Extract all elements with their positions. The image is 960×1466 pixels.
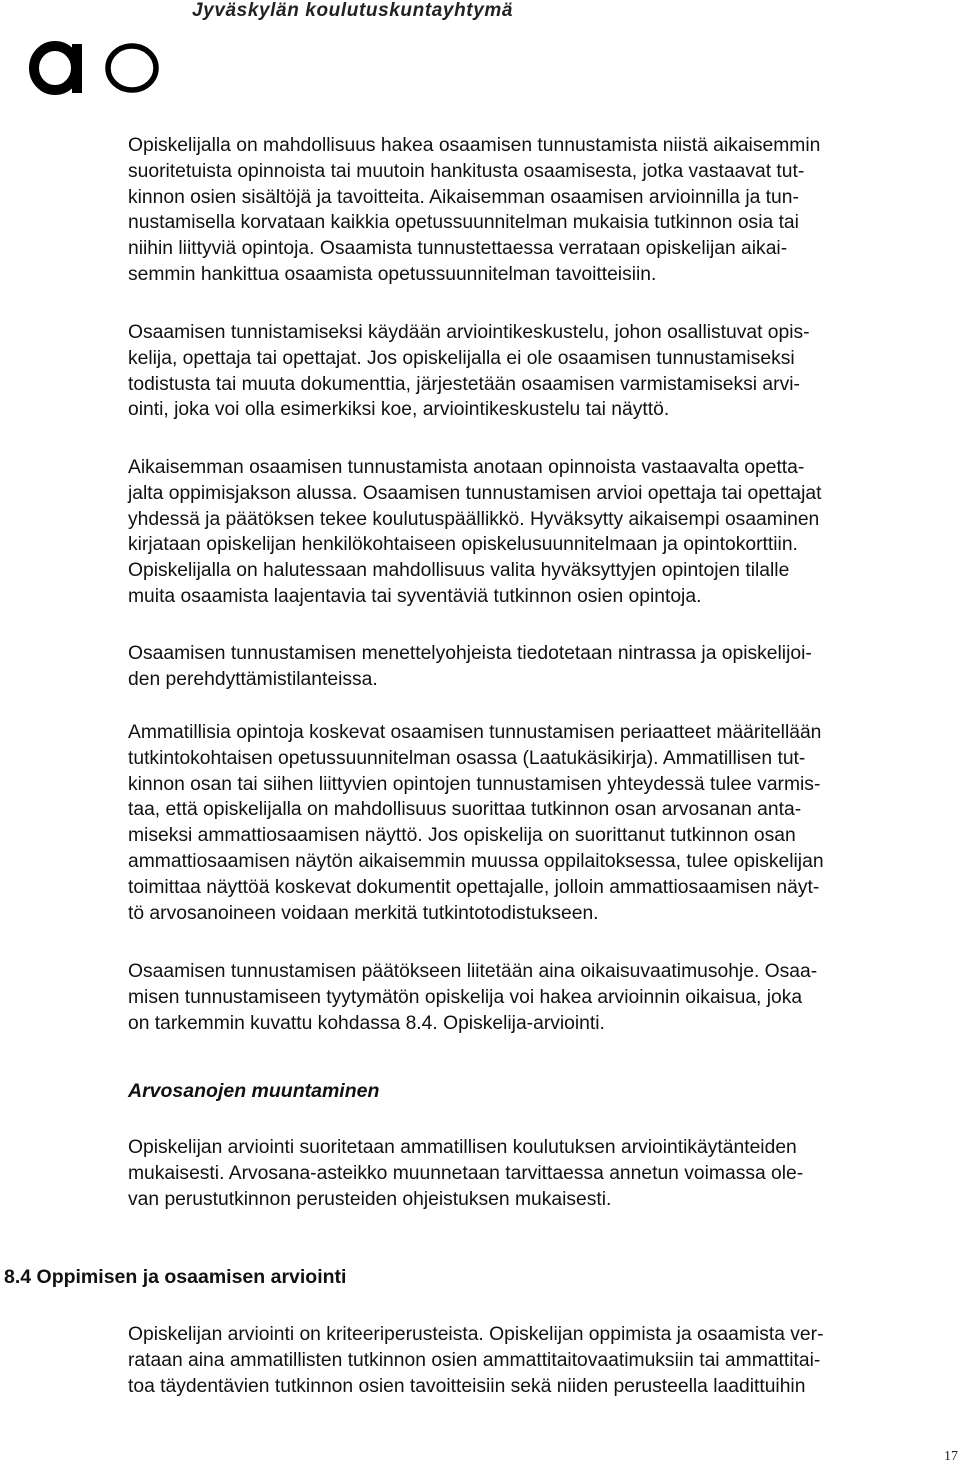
paragraph-3: Aikaisemman osaamisen tunnustamista anotaan opinnoista vastaavalta opetta- jalta oppimisjakson alussa. Osaamisen tunnustamisen arvioi opettaja tai opettajat yhdessä ja päätöksen tekee koulutuspäällikkö. Hyväksytty aikaisempi osaaminen kirjataan opiskelijan henkilökohtaiseen opiskelusuunnitelmaan ja opintokorttiin. Opiskelijalla on halutessaan mahdollisuus valita hyväksyttyjen opintojen tilalle muita osaamista laajentavia tai syventäviä tutkinnon osien opintoja.: [128, 457, 822, 607]
section-heading: 8.4 Oppimisen ja osaamisen arviointi: [4, 1266, 347, 1288]
paragraph-6: Osaamisen tunnustamisen päätökseen liitetään aina oikaisuvaatimusohje. Osaa- misen tunnustamiseen tyytymätön opiskelija voi hakea arvioinnin oikaisua, joka on tarkemmin kuvattu kohdassa 8.4. Opiskelija-arviointi.: [128, 961, 818, 1034]
paragraph-4: Osaamisen tunnustamisen menettelyohjeista tiedotetaan nintrassa ja opiskelijoi- den perehdyttämistilanteissa.: [128, 643, 812, 690]
page-number: 17: [944, 1449, 958, 1464]
ao-logo: [22, 18, 172, 98]
paragraph-grades: Opiskelijan arviointi suoritetaan ammatillisen koulutuksen arviointikäytänteiden mukaisesti. Arvosana-asteikko muunnetaan tarvittaessa annetun voimassa ole- van perustutkinnon perusteiden ohjeistuksen mukaisesti.: [128, 1137, 804, 1210]
subheading-grades: Arvosanojen muuntaminen: [128, 1080, 380, 1102]
paragraph-section: Opiskelijan arviointi on kriteeriperusteista. Opiskelijan oppimista ja osaamista ver- rataan aina ammatillisten tutkinnon osien ammattitaitovaatimuksiin tai ammattitai- toa täydentävien tutkinnon osien tavoitteisiin sekä niiden perusteella laadittuihin: [128, 1324, 824, 1397]
paragraph-5: Ammatillisia opintoja koskevat osaamisen tunnustamisen periaatteet määritellään tutkintokohtaisen opetussuunnitelman osassa (Laatukäsikirja). Ammatillisen tut- kinnon osan tai siihen liittyvien opintojen tunnustamisen yhteydessä tulee varmis- taa, että opiskelijalla on mahdollisuus suorittaa tutkinnon osan arvosanan anta- miseksi ammattiosaamisen näyttö. Jos opiskelija on suorittanut tutkinnon osan ammattiosaamisen näytön aikaisemmin muussa oppilaitoksessa, tulee opiskelijan toimittaa näyttöä koskevat dokumentit opettajalle, jolloin ammattiosaamisen näyt- tö arvosanoineen voidaan merkitä tutkintotodistukseen.: [128, 722, 824, 924]
paragraph-2: Osaamisen tunnistamiseksi käydään arviointikeskustelu, johon osallistuvat opis- kelija, opettaja tai opettajat. Jos opiskelijalla ei ole osaamisen tunnustamiseksi todistusta tai muuta dokumenttia, järjestetään osaamisen varmistamiseksi arvi- ointi, joka voi olla esimerkiksi koe, arviointikeskustelu tai näyttö.: [128, 322, 810, 421]
paragraph-1: Opiskelijalla on mahdollisuus hakea osaamisen tunnustamista niistä aikaisemmin suoritetuista opinnoista tai muutoin hankitusta osaamisesta, jotka vastaavat tut- kinnon osien sisältöjä ja tavoitteita. Aikaisemman osaamisen arvioinnilla ja tun- nustamisella korvataan kaikkia opetussuunnitelman mukaisia tutkinnon osia tai niihin liittyviä opintoja. Osaamista tunnustettaessa verrataan opiskelijan aikai- semmin hankittua osaamista opetussuunnitelman tavoitteisiin.: [128, 135, 821, 285]
organization-name: Jyväskylän koulutuskuntayhtymä: [192, 0, 514, 21]
